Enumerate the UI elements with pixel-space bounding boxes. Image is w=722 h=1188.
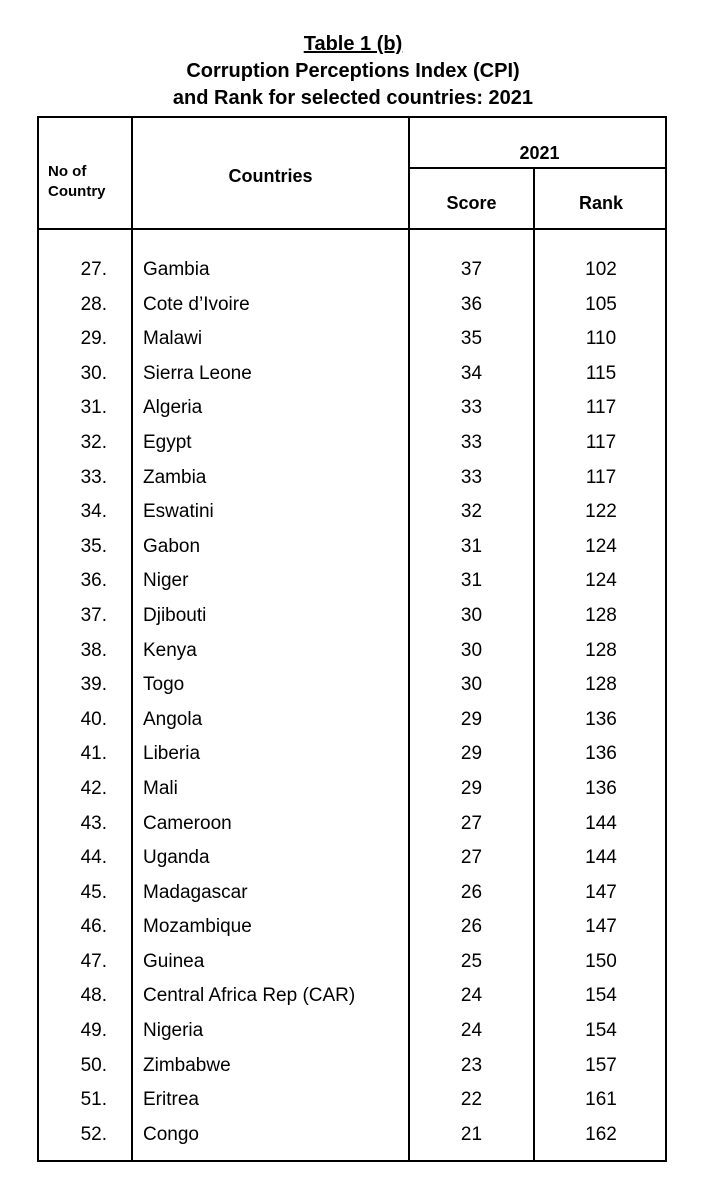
table-row: [39, 743, 665, 778]
row-number: 42.: [80, 777, 107, 799]
table-row: [39, 605, 665, 640]
score-cell: 23: [460, 1054, 483, 1076]
rank-cell: 102: [585, 259, 617, 280]
row-number: 37.: [80, 604, 107, 626]
country-name: Egypt: [143, 431, 192, 453]
score-cell: 27: [460, 847, 483, 869]
score-cell: 26: [460, 916, 483, 938]
score-cell: 34: [460, 362, 483, 384]
table-row: [39, 674, 665, 709]
header-score: Score: [446, 193, 497, 213]
row-number: 38.: [80, 639, 107, 661]
score-cell: 29: [460, 708, 483, 730]
score-cell: 21: [460, 1123, 483, 1145]
row-number: 40.: [80, 708, 107, 730]
country-name: Kenya: [143, 639, 197, 661]
rank-cell: 128: [585, 674, 617, 696]
table-row: [39, 328, 665, 363]
score-cell: 32: [460, 501, 483, 523]
rank-cell: 154: [585, 1020, 617, 1042]
rank-cell: 128: [585, 639, 617, 661]
table-row: [39, 467, 665, 502]
row-number: 34.: [80, 501, 107, 523]
row-number: 46.: [80, 916, 107, 938]
country-name: Mozambique: [143, 916, 252, 938]
score-cell: 25: [460, 950, 483, 972]
table-row: [39, 813, 665, 848]
row-number: 52.: [80, 1123, 107, 1145]
country-name: Central Africa Rep (CAR): [143, 985, 356, 1007]
score-cell: 22: [460, 1089, 483, 1111]
table-row: [39, 1020, 665, 1055]
score-cell: 31: [460, 570, 483, 592]
rank-cell: 136: [585, 743, 617, 765]
country-name: Cote d’Ivoire: [143, 293, 250, 315]
table-row: [39, 536, 665, 571]
row-number: 28.: [80, 293, 107, 315]
country-name: Malawi: [143, 328, 203, 350]
row-number: 33.: [80, 466, 107, 488]
country-name: Nigeria: [143, 1020, 204, 1042]
score-cell: 33: [460, 397, 483, 419]
score-cell: 30: [460, 639, 483, 661]
row-number: 41.: [80, 743, 107, 765]
country-name: Zimbabwe: [143, 1054, 231, 1076]
rank-cell: 157: [585, 1054, 617, 1076]
rank-cell: 150: [585, 950, 617, 972]
rank-cell: 117: [585, 466, 617, 488]
table-row: [39, 1124, 665, 1159]
score-cell: 31: [460, 535, 483, 557]
rank-cell: 136: [585, 777, 617, 799]
score-cell: 26: [460, 881, 483, 903]
score-cell: 35: [460, 328, 483, 350]
rank-cell: 124: [585, 535, 617, 557]
cpi-table: [37, 116, 667, 1162]
rank-cell: 136: [585, 708, 617, 730]
header-countries: Countries: [228, 166, 313, 186]
table-row: [39, 294, 665, 329]
country-name: Togo: [143, 674, 185, 696]
country-name: Guinea: [143, 950, 205, 972]
table-row: [39, 1055, 665, 1090]
rank-cell: 147: [585, 881, 617, 903]
row-number: 27.: [80, 259, 107, 280]
score-cell: 24: [460, 1020, 483, 1042]
row-number: 32.: [80, 431, 107, 453]
row-number: 48.: [80, 985, 107, 1007]
row-number: 31.: [80, 397, 107, 419]
rank-cell: 117: [585, 431, 617, 453]
table-row: [39, 432, 665, 467]
country-name: Eritrea: [143, 1089, 199, 1111]
country-name: Uganda: [143, 847, 210, 869]
score-cell: 33: [460, 431, 483, 453]
row-number: 44.: [80, 847, 107, 869]
table-row: [39, 985, 665, 1020]
table-title-line-1: Corruption Perceptions Index (CPI): [186, 60, 520, 82]
row-number: 51.: [80, 1089, 107, 1111]
country-name: Gabon: [143, 535, 201, 557]
country-name: Mali: [143, 777, 178, 799]
rank-cell: 162: [585, 1123, 617, 1145]
table-title-block: [0, 30, 722, 112]
country-name: Madagascar: [143, 881, 248, 903]
table-row: [39, 951, 665, 986]
table-row: [39, 847, 665, 882]
table-title-line-2: and Rank for selected countries: 2021: [172, 87, 534, 109]
rank-cell: 154: [585, 985, 617, 1007]
country-name: Algeria: [143, 397, 203, 419]
rank-cell: 122: [585, 501, 617, 523]
rank-cell: 147: [585, 916, 617, 938]
header-no-of-country: No of Country: [48, 163, 106, 200]
country-name: Liberia: [143, 743, 201, 765]
row-number: 47.: [80, 950, 107, 972]
header-divider: [39, 228, 665, 230]
score-cell: 29: [460, 743, 483, 765]
country-name: Djibouti: [143, 604, 207, 626]
score-cell: 30: [460, 674, 483, 696]
rank-cell: 161: [585, 1089, 617, 1111]
table-row: [39, 501, 665, 536]
header-rank: Rank: [578, 193, 623, 213]
score-cell: 30: [460, 604, 483, 626]
rank-cell: 105: [585, 293, 617, 315]
rank-cell: 128: [585, 604, 617, 626]
table-row: [39, 363, 665, 398]
country-name: Sierra Leone: [143, 362, 252, 384]
row-number: 30.: [80, 362, 107, 384]
table-row: [39, 570, 665, 605]
header-divider: [408, 167, 665, 169]
row-number: 39.: [80, 674, 107, 696]
score-cell: 36: [460, 293, 483, 315]
table-row: [39, 1089, 665, 1124]
table-row: [39, 640, 665, 675]
row-number: 45.: [80, 881, 107, 903]
table-row: [39, 709, 665, 744]
score-cell: 29: [460, 777, 483, 799]
table-row: [39, 778, 665, 813]
country-name: Congo: [143, 1123, 199, 1145]
score-cell: 33: [460, 466, 483, 488]
score-cell: 37: [460, 259, 483, 280]
table-row: [39, 882, 665, 917]
score-cell: 24: [460, 985, 483, 1007]
rank-cell: 144: [585, 847, 617, 869]
row-number: 43.: [80, 812, 107, 834]
country-name: Angola: [143, 708, 203, 730]
country-name: Zambia: [143, 466, 207, 488]
rank-cell: 117: [585, 397, 617, 419]
country-name: Niger: [143, 570, 189, 592]
table-row: [39, 916, 665, 951]
row-number: 49.: [80, 1020, 107, 1042]
row-number: 50.: [80, 1054, 107, 1076]
country-name: Eswatini: [143, 501, 214, 523]
row-number: 36.: [80, 570, 107, 592]
rank-cell: 110: [585, 328, 617, 350]
header-year: 2021: [519, 143, 560, 163]
score-cell: 27: [460, 812, 483, 834]
table-row: [39, 259, 665, 294]
row-number: 29.: [80, 328, 107, 350]
row-number: 35.: [80, 535, 107, 557]
table-row: [39, 397, 665, 432]
rank-cell: 115: [585, 362, 617, 384]
country-name: Cameroon: [143, 812, 232, 834]
table-body: [39, 259, 665, 1158]
country-name: Gambia: [143, 259, 210, 280]
rank-cell: 124: [585, 570, 617, 592]
table-number: Table 1 (b): [303, 33, 403, 55]
rank-cell: 144: [585, 812, 617, 834]
